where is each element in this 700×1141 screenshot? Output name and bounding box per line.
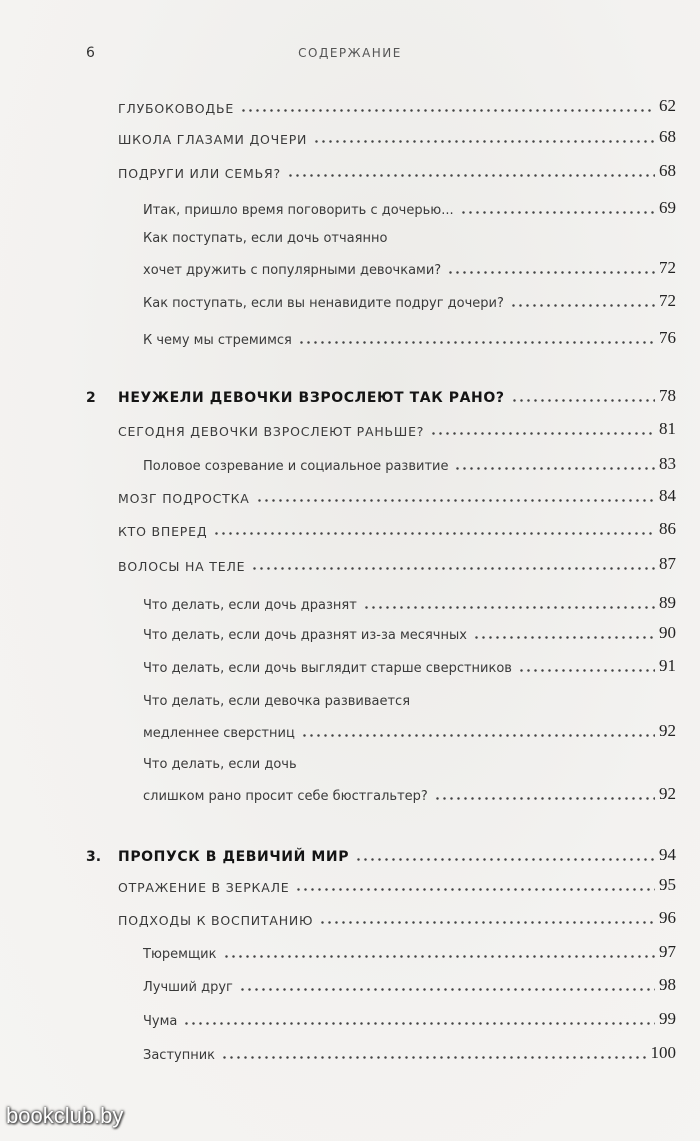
dot-leader — [447, 271, 655, 274]
toc-subsection — [0, 718, 700, 744]
toc-entry-title: Тюремщик — [143, 947, 217, 962]
running-title: СОДЕРЖАНИЕ — [298, 46, 402, 60]
toc-entry-title-line1: Что делать, если девочка развивается — [143, 694, 411, 709]
toc-page-number: 72 — [659, 258, 676, 277]
dot-leader — [223, 955, 656, 958]
dot-leader — [287, 174, 655, 177]
dot-leader — [454, 467, 655, 470]
toc-entry-title: Что делать, если дочь выглядит старше сверстников — [143, 661, 512, 676]
toc-entry — [143, 942, 676, 962]
toc-section — [0, 416, 700, 442]
toc-entry — [118, 127, 676, 147]
toc-page-number: 92 — [659, 721, 676, 740]
toc-page-number: 87 — [659, 554, 676, 573]
toc-entry-title: Чума — [143, 1014, 178, 1029]
toc-page-number: 78 — [659, 386, 676, 405]
toc-entry — [118, 845, 676, 865]
dot-leader — [213, 532, 655, 535]
toc-page-number: 91 — [659, 656, 676, 675]
toc-entry — [143, 1009, 676, 1029]
toc-section — [0, 483, 700, 509]
watermark: bookclub.by — [6, 1103, 124, 1128]
toc-page-number: 68 — [659, 161, 676, 180]
dot-leader — [510, 304, 655, 307]
toc-entry-title: Лучший друг — [143, 980, 233, 995]
toc-page-number: 99 — [659, 1009, 676, 1028]
toc-entry-title: ПРОПУСК В ДЕВИЧИЙ МИР — [118, 849, 350, 865]
toc-page-number: 81 — [659, 419, 676, 438]
dot-leader — [301, 734, 655, 737]
dot-leader — [239, 988, 655, 991]
toc-entry-title: Половое созревание и социальное развитие — [143, 459, 449, 474]
toc-page-number: 83 — [659, 454, 676, 473]
toc-entry-title: ОТРАЖЕНИЕ В ЗЕРКАЛЕ — [118, 880, 290, 895]
toc-page-number: 90 — [659, 623, 676, 642]
toc-entry — [118, 96, 676, 116]
toc-subsection — [0, 590, 700, 616]
toc-subsection — [0, 1006, 700, 1032]
toc-entry — [143, 291, 676, 311]
toc-entry-title: медленнее сверстниц — [143, 726, 295, 741]
dot-leader — [434, 797, 655, 800]
toc-page-number: 68 — [659, 127, 676, 146]
toc-entry-title: КТО ВПЕРЕД — [118, 524, 208, 539]
toc-entry-title: Как поступать, если вы ненавидите подруг дочери? — [143, 296, 504, 311]
toc-page-number: 95 — [659, 875, 676, 894]
toc-entry-title: ПОДХОДЫ К ВОСПИТАНИЮ — [118, 913, 314, 928]
toc-entry — [118, 519, 676, 539]
toc-page-number: 97 — [659, 942, 676, 961]
toc-entry-title: К чему мы стремимся — [143, 333, 292, 348]
toc-page-number: 76 — [659, 328, 676, 347]
toc-subsection — [0, 781, 700, 807]
toc-entry — [118, 386, 676, 406]
toc-entry — [143, 975, 676, 995]
dot-leader — [221, 1056, 646, 1059]
toc-entry-title-line1: Что делать, если дочь — [143, 757, 297, 772]
dot-leader — [319, 921, 655, 924]
toc-page-number: 94 — [659, 845, 676, 864]
toc-chapter — [0, 383, 700, 409]
toc-entry-title: Что делать, если дочь дразнят — [143, 598, 357, 613]
toc-entry — [143, 656, 676, 676]
dot-leader — [363, 606, 655, 609]
dot-leader — [251, 567, 655, 570]
toc-entry — [118, 161, 676, 181]
dot-leader — [511, 399, 655, 402]
toc-entry-title: слишком рано просит себе бюстгальтер? — [143, 789, 428, 804]
dot-leader — [430, 432, 655, 435]
toc-entry-title: МОЗГ ПОДРОСТКА — [118, 491, 250, 506]
dot-leader — [518, 669, 655, 672]
toc-page-number: 96 — [659, 908, 676, 927]
toc-section — [0, 872, 700, 898]
toc-page-number: 100 — [650, 1043, 676, 1062]
toc-entry-title: ГЛУБОКОВОДЬЕ — [118, 101, 235, 116]
toc-subsection — [0, 288, 700, 314]
toc-page-number: 84 — [659, 486, 676, 505]
toc-page-number: 92 — [659, 784, 676, 803]
toc-entry — [118, 908, 676, 928]
toc-entry-title: Что делать, если дочь дразнят из-за месячных — [143, 628, 467, 643]
dot-leader — [295, 888, 655, 891]
toc-subsection — [0, 195, 700, 221]
page-header — [0, 45, 700, 69]
dot-leader — [473, 636, 655, 639]
toc-subsection — [0, 653, 700, 679]
toc-entry-title: Итак, пришло время поговорить с дочерью... — [143, 203, 454, 218]
toc-entry — [118, 554, 676, 574]
toc-page-number: 69 — [659, 198, 676, 217]
toc-subsection — [0, 255, 700, 281]
toc-entry-title: ПОДРУГИ ИЛИ СЕМЬЯ? — [118, 166, 281, 181]
chapter-number: 3. — [86, 849, 102, 865]
page-number: 6 — [86, 45, 95, 61]
toc-entry — [118, 419, 676, 439]
dot-leader — [460, 211, 655, 214]
toc-subsection — [0, 451, 700, 477]
dot-leader — [298, 341, 655, 344]
toc-subsection — [0, 939, 700, 965]
toc-entry — [143, 721, 676, 741]
toc-section — [0, 516, 700, 542]
toc-entry-title: НЕУЖЕЛИ ДЕВОЧКИ ВЗРОСЛЕЮТ ТАК РАНО? — [118, 390, 505, 406]
toc-entry-title: СЕГОДНЯ ДЕВОЧКИ ВЗРОСЛЕЮТ РАНЬШЕ? — [118, 424, 425, 439]
toc-entry — [143, 593, 676, 613]
toc-page-number: 86 — [659, 519, 676, 538]
toc-subsection — [0, 620, 700, 646]
toc-entry — [143, 198, 676, 218]
toc-section — [0, 158, 700, 184]
toc-entry — [143, 258, 676, 278]
toc-entry-title: хочет дружить с популярными девочками? — [143, 263, 442, 278]
toc-entry-title-line1: Как поступать, если дочь отчаянно — [143, 231, 388, 246]
toc-entry — [143, 454, 676, 474]
toc-entry — [118, 486, 676, 506]
toc-entry-title: Заступник — [143, 1048, 216, 1063]
dot-leader — [313, 140, 655, 143]
toc-page-number: 72 — [659, 291, 676, 310]
toc-entry — [143, 328, 676, 348]
toc-subsection — [0, 972, 700, 998]
toc-page-number: 98 — [659, 975, 676, 994]
toc-entry — [143, 623, 676, 643]
toc-chapter — [0, 842, 700, 868]
dot-leader — [183, 1022, 655, 1025]
toc-entry-title: ШКОЛА ГЛАЗАМИ ДОЧЕРИ — [118, 132, 308, 147]
toc-subsection — [0, 1040, 700, 1066]
toc-page-number: 89 — [659, 593, 676, 612]
toc-entry — [143, 784, 676, 804]
dot-leader — [240, 109, 655, 112]
toc-entry — [118, 875, 676, 895]
chapter-number: 2 — [86, 390, 96, 406]
toc-subsection — [0, 325, 700, 351]
toc-entry — [143, 1043, 676, 1063]
dot-leader — [256, 499, 655, 502]
toc-section — [0, 124, 700, 150]
toc-section — [0, 551, 700, 577]
toc-section — [0, 905, 700, 931]
toc-page-number: 62 — [659, 96, 676, 115]
toc-entry-title: ВОЛОСЫ НА ТЕЛЕ — [118, 559, 246, 574]
toc-section — [0, 93, 700, 119]
dot-leader — [355, 858, 655, 861]
